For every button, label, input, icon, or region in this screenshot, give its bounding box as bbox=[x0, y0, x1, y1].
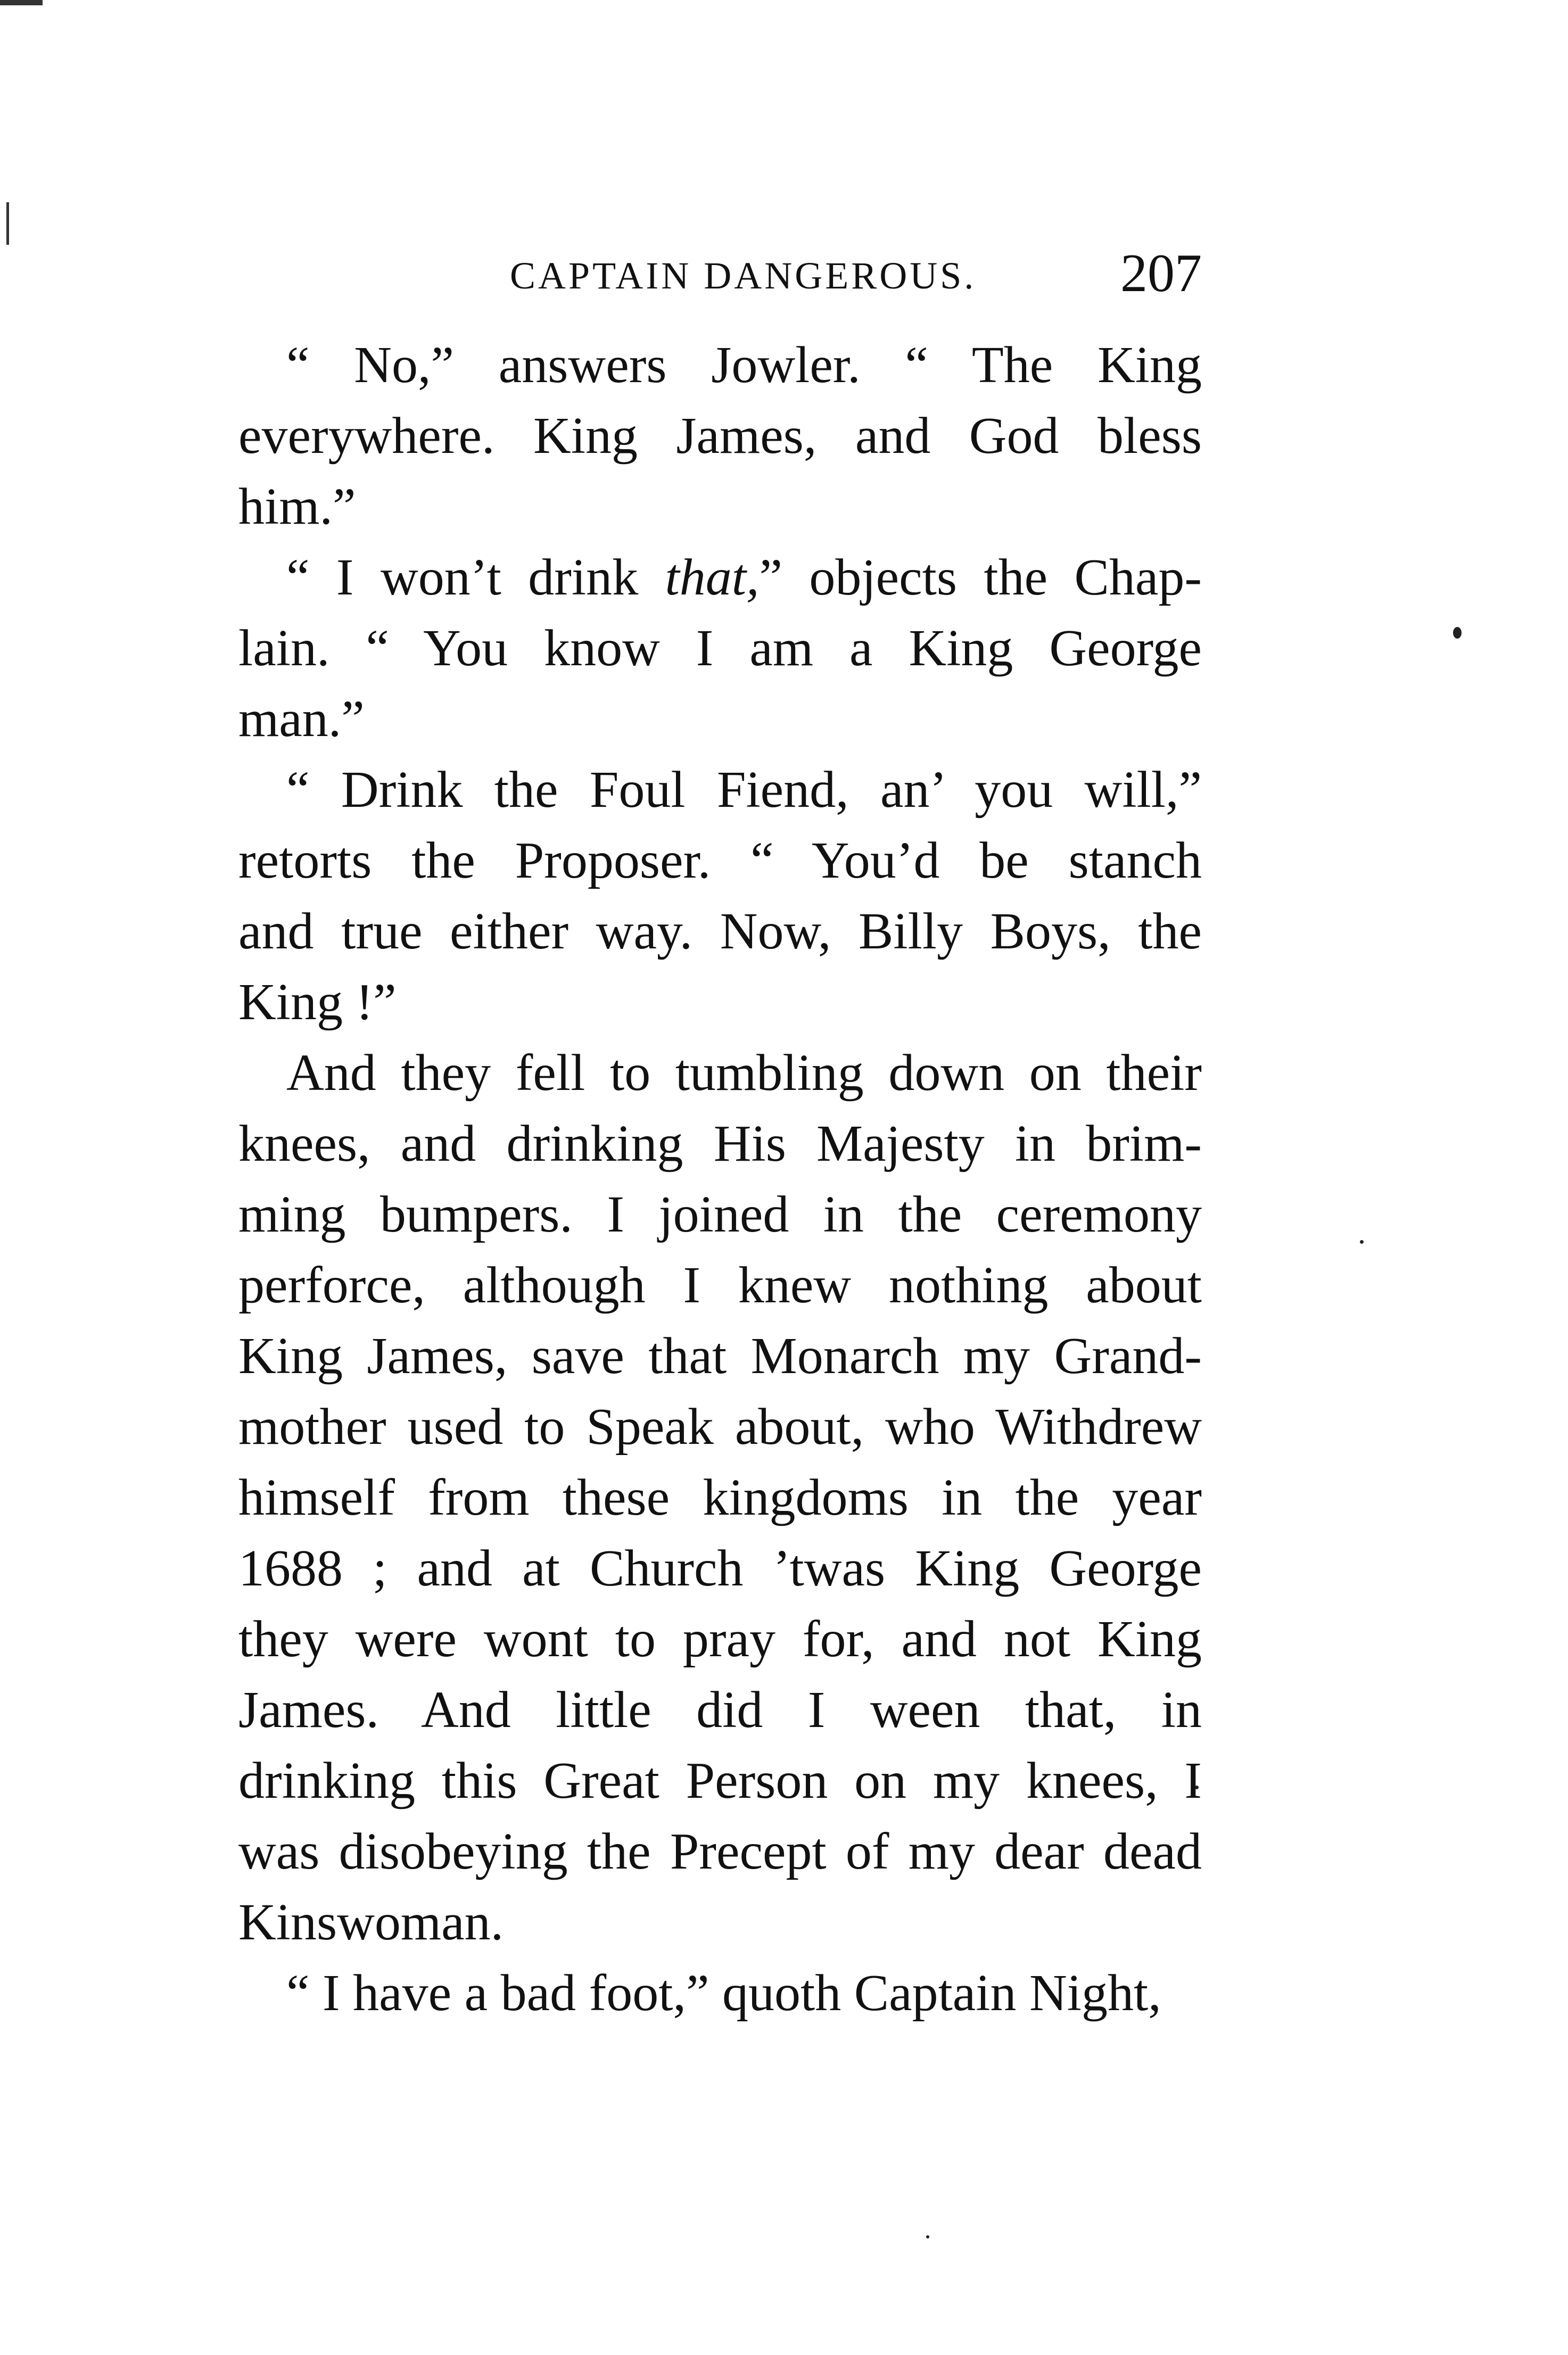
scan-edge-mark bbox=[0, 0, 43, 5]
text-line: perforce, although I knew nothing about bbox=[238, 1257, 1202, 1314]
body-text bbox=[238, 330, 1202, 2029]
text-line: James. And little did I ween that, in bbox=[238, 1681, 1202, 1739]
text-line: King James, save that Monarch my Grand- bbox=[238, 1327, 1202, 1385]
paragraph bbox=[238, 330, 1202, 542]
text-line: “ No,” answers Jowler. “ The King bbox=[286, 336, 1202, 394]
text-line: was disobeying the Precept of my dear dead bbox=[238, 1823, 1202, 1880]
running-title: CAPTAIN DANGEROUS. bbox=[510, 254, 977, 297]
italic-word: that, bbox=[665, 549, 760, 606]
text-line: mother used to Speak about, who Withdrew bbox=[238, 1398, 1202, 1456]
text-line: retorts the Proposer. “ You’d be stanch bbox=[238, 832, 1202, 889]
text-line: ming bumpers. I joined in the ceremony bbox=[238, 1186, 1202, 1243]
text-line: himself from these kingdoms in the year bbox=[238, 1469, 1202, 1526]
text-line: drinking this Great Person on my knees, I bbox=[238, 1752, 1202, 1809]
text-line: knees, and drinking His Majesty in brim- bbox=[238, 1115, 1202, 1172]
text-line: King !” bbox=[238, 973, 397, 1031]
page-number: 207 bbox=[1120, 243, 1202, 303]
paragraph bbox=[238, 1038, 1202, 1958]
scan-speck bbox=[926, 2235, 929, 2238]
text-line: everywhere. King James, and God bless bbox=[238, 407, 1202, 465]
text-run: ” objects the Chap- bbox=[759, 549, 1202, 606]
paragraph bbox=[238, 542, 1202, 755]
text-line: “ I have a bad foot,” quoth Captain Night, bbox=[286, 1964, 1161, 2022]
text-line: Kinswoman. bbox=[238, 1894, 504, 1951]
scan-speck bbox=[1453, 627, 1462, 639]
running-head bbox=[238, 242, 1202, 301]
scan-speck bbox=[1360, 1240, 1364, 1244]
text-line: and true either way. Now, Billy Boys, the bbox=[238, 903, 1202, 960]
text-line: him.” bbox=[238, 478, 356, 535]
paragraph bbox=[238, 1958, 1202, 2029]
text-line: 1688 ; and at Church ’twas King George bbox=[238, 1540, 1202, 1597]
text-line: “ Drink the Foul Fiend, an’ you will,” bbox=[286, 761, 1202, 819]
scan-margin-line bbox=[6, 202, 9, 245]
text-line: And they fell to tumbling down on their bbox=[286, 1044, 1202, 1102]
text-line bbox=[238, 542, 1202, 613]
text-run: “ I won’t drink bbox=[286, 549, 665, 606]
text-line: man.” bbox=[238, 690, 365, 748]
paragraph bbox=[238, 755, 1202, 1038]
text-line: lain. “ You know I am a King George bbox=[238, 619, 1202, 677]
text-line: they were wont to pray for, and not King bbox=[238, 1610, 1202, 1668]
